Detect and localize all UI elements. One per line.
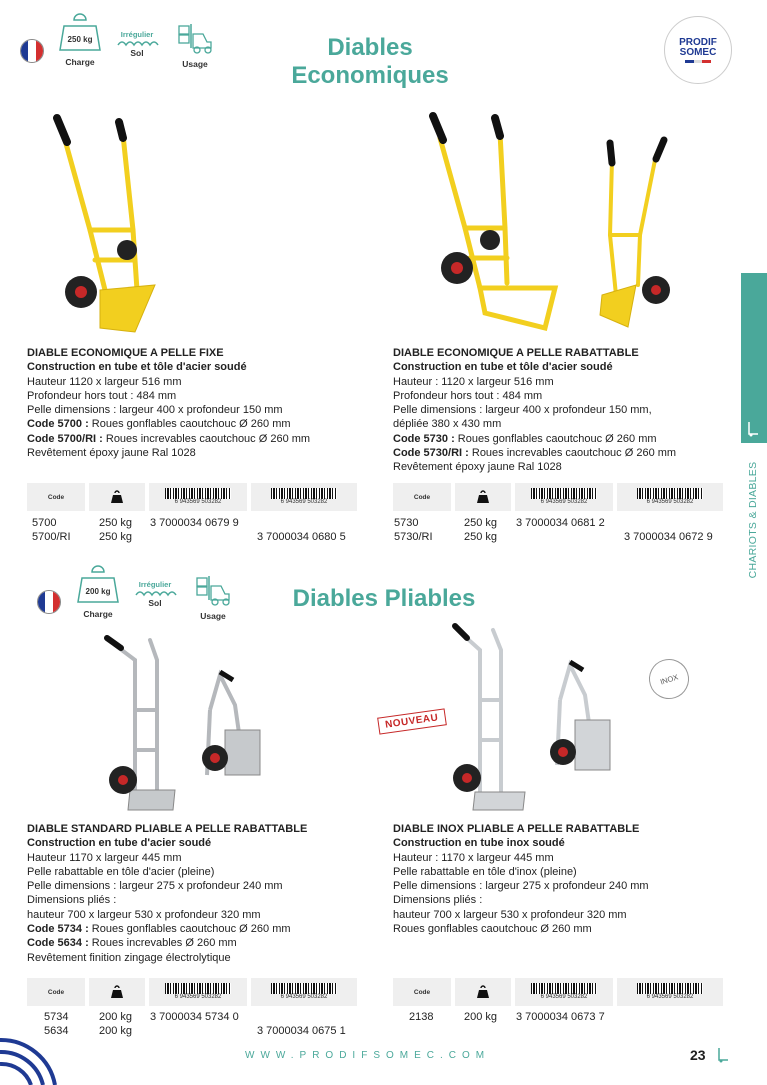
product2-line: dépliée 380 x 430 mm	[393, 418, 502, 431]
barcode-bars	[637, 983, 703, 994]
barcode-header	[251, 483, 357, 511]
code-header	[27, 483, 85, 511]
usage-indicator	[175, 22, 215, 69]
code-label: Code 5700 :	[27, 418, 89, 431]
product1-table-header	[27, 483, 361, 511]
section1-title-line1: Diables	[327, 34, 413, 61]
table-row-code: 2138	[409, 1011, 434, 1023]
decorative-arcs	[0, 1030, 60, 1085]
product2-description	[393, 346, 733, 475]
table-row-ean: 3 7000034 0680 5	[257, 531, 346, 543]
section1-title	[280, 34, 460, 90]
usage-label: Usage	[200, 611, 226, 621]
product-image-5730-folded	[598, 135, 678, 335]
product1-title: DIABLE ECONOMIQUE A PELLE FIXE	[27, 347, 224, 359]
product1-code-a	[27, 417, 377, 431]
code-text: Roues increvables Ø 260 mm	[88, 937, 237, 950]
logo-flag-stripe	[685, 60, 711, 63]
barcode-number: 6 943569 503282	[540, 499, 588, 505]
charge-indicator	[58, 12, 102, 67]
sol-label: Sol	[130, 48, 144, 58]
table-row-code: 5730/RI	[394, 531, 433, 543]
code-header-label: Code	[413, 988, 431, 996]
irregular-label: Irrégulier	[138, 580, 172, 589]
france-flag-icon	[20, 39, 44, 63]
table-row-code: 5730	[394, 517, 419, 529]
table-row-ean: 3 7000034 5734 0	[150, 1011, 239, 1023]
barcode-header	[617, 483, 723, 511]
table-row-ean: 3 7000034 0679 9	[150, 517, 239, 529]
product1-finish: Revêtement époxy jaune Ral 1028	[27, 447, 196, 460]
barcode-bars	[165, 488, 231, 499]
hand-truck-icon	[716, 1047, 730, 1063]
irregular-label: Irrégulier	[120, 30, 154, 39]
barcode	[531, 488, 597, 506]
table-row-load: 250 kg	[99, 517, 133, 529]
hand-truck-icon	[746, 421, 760, 437]
barcode-number: 6 943569 503282	[646, 499, 694, 505]
category-label	[740, 445, 766, 595]
barcode	[165, 488, 231, 506]
barcode-number: 6 943569 503282	[280, 994, 328, 1000]
barcode-header	[149, 483, 247, 511]
section1-title-line2: Economiques	[291, 62, 449, 89]
product1-subtitle: Construction en tube et tôle d'acier soudé	[27, 361, 247, 374]
page-number: 23	[690, 1047, 706, 1063]
product2-title: DIABLE ECONOMIQUE A PELLE RABATTABLE	[393, 347, 639, 359]
product4-subtitle: Construction en tube inox soudé	[393, 837, 565, 850]
barcode	[531, 983, 597, 1001]
category-label-text: CHARIOTS & DIABLES	[747, 461, 759, 579]
product2-line: Pelle dimensions : largeur 400 x profondeur 150 mm,	[393, 404, 652, 417]
barcode-bars	[531, 983, 597, 994]
barcode-bars	[637, 488, 703, 499]
forklift-icon	[193, 574, 233, 606]
code-text: Roues gonflables caoutchouc Ø 260 mm	[88, 923, 291, 936]
product1-description	[27, 346, 377, 460]
table-row-load: 200 kg	[464, 1011, 498, 1023]
weight-header	[455, 978, 511, 1006]
product4-title: DIABLE INOX PLIABLE A PELLE RABATTABLE	[393, 823, 640, 835]
weight-icon	[476, 490, 490, 504]
inox-label: INOX	[658, 671, 680, 687]
barcode	[637, 983, 703, 1001]
product-image-5730-open	[425, 108, 565, 333]
product1-code-b	[27, 432, 377, 446]
table-row-load: 250 kg	[464, 517, 498, 529]
product2-table-header	[393, 483, 727, 511]
barcode-number: 6 943569 503282	[174, 499, 222, 505]
product4-line: Pelle rabattable en tôle d'inox (pleine)	[393, 865, 577, 878]
sol-indicator	[128, 580, 182, 608]
usage-indicator	[193, 574, 233, 621]
barcode-header	[515, 978, 613, 1006]
product4-line: Pelle dimensions : largeur 275 x profondeur 240 mm	[393, 880, 649, 893]
weight-icon	[476, 985, 490, 999]
barcode-bars	[271, 488, 337, 499]
table-row-code: 5734	[44, 1011, 69, 1023]
sol-indicator	[110, 30, 164, 58]
charge-label: Charge	[65, 57, 95, 67]
product4-line: Hauteur : 1170 x largeur 445 mm	[393, 851, 554, 864]
product4-line: Roues gonflables caoutchouc Ø 260 mm	[393, 923, 592, 936]
product-image-5734	[95, 630, 275, 815]
product2-subtitle: Construction en tube et tôle d'acier soudé	[393, 361, 613, 374]
code-text: Roues gonflables caoutchouc Ø 260 mm	[454, 432, 657, 445]
product3-line: Pelle dimensions : largeur 275 x profondeur 240 mm	[27, 880, 283, 893]
barcode-header	[617, 978, 723, 1006]
table-row-load: 200 kg	[99, 1025, 133, 1037]
barcode-header	[251, 978, 357, 1006]
charge-label: Charge	[83, 609, 113, 619]
code-label: Code 5734 :	[27, 923, 89, 936]
product3-table-header	[27, 978, 361, 1006]
section2-title: Diables Pliables	[292, 585, 476, 612]
product3-subtitle: Construction en tube d'acier soudé	[27, 837, 212, 850]
product2-code-b	[393, 446, 733, 460]
table-row-ean: 3 7000034 0673 7	[516, 1011, 605, 1023]
product2-line: Hauteur : 1120 x largeur 516 mm	[393, 375, 554, 388]
product3-line: Pelle rabattable en tôle d'acier (pleine)	[27, 865, 215, 878]
code-label: Code 5730/RI :	[393, 447, 469, 460]
usage-label: Usage	[182, 59, 208, 69]
product3-finish: Revêtement finition zingage électrolytique	[27, 951, 231, 964]
barcode-header	[149, 978, 247, 1006]
barcode-header	[515, 483, 613, 511]
table-row-load: 200 kg	[99, 1011, 133, 1023]
product3-code-a	[27, 922, 382, 936]
code-label: Code 5730 :	[393, 432, 455, 445]
product2-line: Profondeur hors tout : 484 mm	[393, 389, 543, 402]
nouveau-badge: NOUVEAU	[377, 708, 446, 734]
product3-line: hauteur 700 x largeur 530 x profondeur 320 mm	[27, 908, 261, 921]
inox-badge	[644, 654, 694, 704]
weight-icon	[110, 490, 124, 504]
product3-title: DIABLE STANDARD PLIABLE A PELLE RABATTABLE	[27, 823, 308, 835]
table-row-ean: 3 7000034 0681 2	[516, 517, 605, 529]
barcode-bars	[271, 983, 337, 994]
barcode-number: 6 943569 503282	[540, 994, 588, 1000]
barcode-bars	[165, 983, 231, 994]
product1-line: Pelle dimensions : largeur 400 x profondeur 150 mm	[27, 404, 283, 417]
code-header	[27, 978, 85, 1006]
product4-description	[393, 822, 733, 936]
code-text: Roues increvables caoutchouc Ø 260 mm	[468, 447, 677, 460]
table-row-code: 5700/RI	[32, 531, 71, 543]
barcode-bars	[531, 488, 597, 499]
france-flag-icon	[37, 590, 61, 614]
weight-icon	[110, 985, 124, 999]
product3-description	[27, 822, 382, 965]
charge-value: 200 kg	[85, 587, 111, 596]
code-label: Code 5700/RI :	[27, 432, 103, 445]
code-header-label: Code	[47, 988, 65, 996]
table-row-ean: 3 7000034 0675 1	[257, 1025, 346, 1037]
barcode	[271, 488, 337, 506]
forklift-icon	[175, 22, 215, 54]
category-sidebar-tab	[741, 273, 767, 443]
product4-line: Dimensions pliés :	[393, 894, 483, 907]
charge-value: 250 kg	[67, 35, 93, 44]
code-header	[393, 483, 451, 511]
barcode-number: 6 943569 503282	[646, 994, 694, 1000]
barcode	[637, 488, 703, 506]
website-url: WWW.PRODIFSOMEC.COM	[245, 1050, 491, 1061]
product1-line: Hauteur 1120 x largeur 516 mm	[27, 375, 182, 388]
table-row-load: 250 kg	[464, 531, 498, 543]
weight-header	[89, 978, 145, 1006]
weight-header	[455, 483, 511, 511]
table-row-code: 5700	[32, 517, 57, 529]
product-image-2138	[445, 620, 625, 815]
product3-line: Dimensions pliés :	[27, 894, 117, 907]
barcode-number: 6 943569 503282	[174, 994, 222, 1000]
table-row-ean: 3 7000034 0672 9	[624, 531, 713, 543]
charge-indicator	[76, 564, 120, 619]
product-image-5700	[45, 110, 165, 335]
product3-line: Hauteur 1170 x largeur 445 mm	[27, 851, 182, 864]
code-header	[393, 978, 451, 1006]
barcode	[271, 983, 337, 1001]
product4-line: hauteur 700 x largeur 530 x profondeur 320 mm	[393, 908, 627, 921]
barcode-number: 6 943569 503282	[280, 499, 328, 505]
logo-line1: PRODIF	[679, 36, 717, 48]
product1-line: Profondeur hors tout : 484 mm	[27, 389, 177, 402]
sol-label: Sol	[148, 598, 162, 608]
weight-icon	[58, 12, 102, 52]
product3-code-b	[27, 936, 382, 950]
code-header-label: Code	[413, 493, 431, 501]
table-row-load: 250 kg	[99, 531, 133, 543]
product4-table-header	[393, 978, 727, 1006]
weight-header	[89, 483, 145, 511]
code-label: Code 5634 :	[27, 937, 89, 950]
wave-icon	[128, 589, 182, 598]
code-header-label: Code	[47, 493, 65, 501]
product2-code-a	[393, 432, 733, 446]
prodif-somec-logo	[664, 16, 732, 84]
logo-line2: SOMEC	[679, 46, 717, 58]
wave-icon	[110, 39, 164, 48]
weight-icon	[76, 564, 120, 604]
code-text: Roues gonflables caoutchouc Ø 260 mm	[88, 418, 291, 431]
product2-finish: Revêtement époxy jaune Ral 1028	[393, 461, 562, 474]
table-row-code: 5634	[44, 1025, 69, 1037]
code-text: Roues increvables caoutchouc Ø 260 mm	[102, 432, 311, 445]
barcode	[165, 983, 231, 1001]
